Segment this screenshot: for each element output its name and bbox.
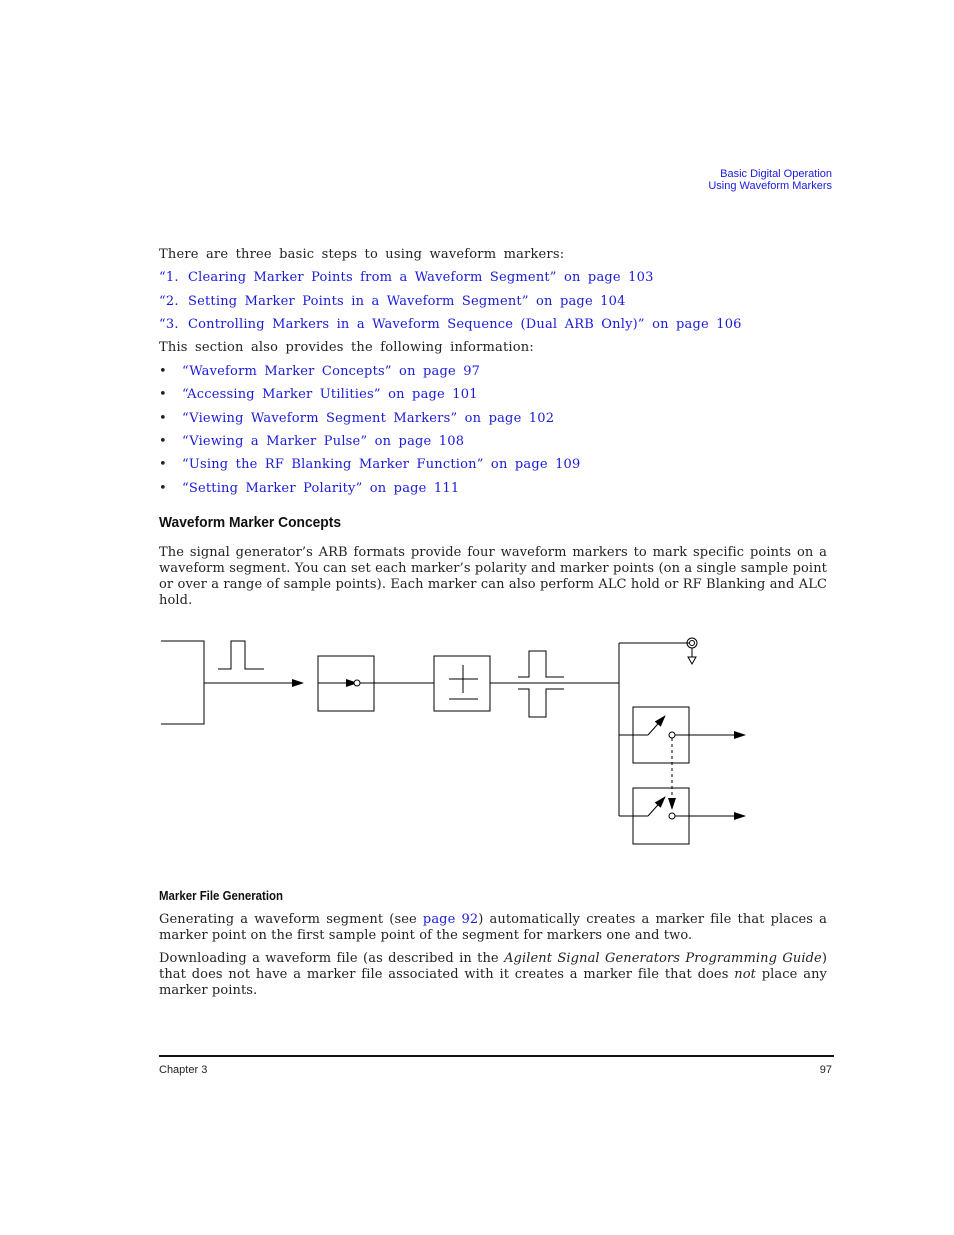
bullet-link-segment-markers[interactable]: “Viewing Waveform Segment Markers” on page 102 [182, 411, 555, 426]
paragraph-line: waveform segment. You can set each marker’s polarity and marker points (on a single sample point [159, 561, 827, 576]
bullet-glyph: • [159, 364, 167, 379]
paragraph-line: The signal generator’s ARB formats provide four waveform markers to mark specific points on a [159, 545, 827, 560]
step-number: “1. [159, 270, 179, 285]
step-number: “2. [159, 294, 179, 309]
subheading-marker-file-generation: Marker File Generation [159, 888, 283, 903]
paragraph-line: marker point on the first sample point of the segment for markers one and two. [159, 928, 693, 943]
step-text: Controlling Markers in a Waveform Sequence (Dual ARB Only)” on page 106 [188, 317, 742, 332]
step-text: Setting Marker Points in a Waveform Segment” on page 104 [188, 294, 626, 309]
bullet-glyph: • [159, 434, 167, 449]
generation-paragraph [159, 912, 827, 944]
paragraph-line [159, 912, 827, 928]
positive-pulse-symbol [518, 651, 564, 677]
polarity-box [434, 656, 490, 711]
bullet-link-marker-polarity[interactable]: “Setting Marker Polarity” on page 111 [182, 481, 460, 496]
emphasis-not: not [734, 967, 756, 982]
negative-pulse-symbol [518, 689, 564, 717]
step-text: Clearing Marker Points from a Waveform Segment” on page 103 [188, 270, 654, 285]
bullet-link-rf-blanking[interactable]: “Using the RF Blanking Marker Function” on page 109 [182, 457, 581, 472]
text-run: place any [755, 967, 827, 982]
bullet-link-marker-concepts[interactable]: “Waveform Marker Concepts” on page 97 [182, 364, 481, 379]
paragraph-line: marker points. [159, 983, 258, 998]
text-run: Downloading a waveform file (as described in the [159, 951, 505, 966]
also-provides-text: This section also provides the following information: [159, 340, 534, 355]
bullet-glyph: • [159, 481, 167, 496]
rf-blanking-contact [669, 813, 675, 819]
text-run: Generating a waveform segment (see [159, 912, 423, 927]
bullet-glyph: • [159, 457, 167, 472]
bullet-glyph: • [159, 411, 167, 426]
running-header-chapter[interactable]: Basic Digital Operation [720, 168, 832, 180]
marker-pulse-symbol [218, 641, 264, 669]
polarity-switch-contact [354, 680, 360, 686]
text-run: ) automatically creates a marker file that places a [478, 912, 827, 927]
footer-page-number: 97 [819, 1064, 832, 1076]
footer-chapter: Chapter 3 [159, 1064, 208, 1076]
paragraph-line [159, 967, 827, 983]
alc-hold-blade [648, 716, 665, 735]
download-paragraph [159, 951, 827, 999]
intro-text: There are three basic steps to using waveform markers: [159, 247, 565, 262]
bullet-glyph: • [159, 387, 167, 402]
text-run: that does not have a marker file associated with it creates a marker file that does [159, 967, 735, 982]
rf-blanking-blade [648, 797, 665, 816]
section-heading: Waveform Marker Concepts [159, 514, 342, 531]
running-header-section[interactable]: Using Waveform Markers [708, 180, 832, 192]
footer-rule [159, 1055, 834, 1057]
step-number: “3. [159, 317, 179, 332]
marker-source-bracket [161, 641, 204, 724]
programming-guide-title: Agilent Signal Generators Programming Guide [504, 951, 822, 966]
paragraph-line [159, 951, 827, 967]
alc-hold-contact [669, 732, 675, 738]
bullet-link-marker-pulse[interactable]: “Viewing a Marker Pulse” on page 108 [182, 434, 465, 449]
output-connector-core [690, 641, 695, 646]
bullet-link-marker-utilities[interactable]: “Accessing Marker Utilities” on page 101 [182, 387, 478, 402]
paragraph-line: hold. [159, 593, 193, 608]
ground-icon [688, 657, 696, 664]
text-run: ) [821, 951, 827, 966]
paragraph-line: or over a range of sample points). Each marker can also perform ALC hold or RF Blanking and ALC [159, 577, 827, 592]
page-92-link[interactable]: page 92 [422, 912, 479, 927]
